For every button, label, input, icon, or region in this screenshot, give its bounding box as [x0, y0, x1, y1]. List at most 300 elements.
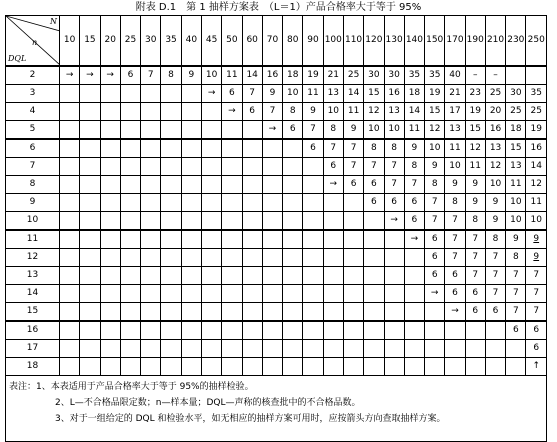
- sample-size-cell: [262, 139, 282, 158]
- table-row: [6, 249, 547, 267]
- sample-size-cell: [161, 303, 181, 322]
- sample-size-cell: 7: [323, 139, 343, 158]
- sample-size-cell: [404, 267, 424, 285]
- dql-cell: 2: [6, 66, 60, 85]
- sample-size-cell: [222, 285, 242, 303]
- sample-size-cell: [242, 321, 262, 340]
- sample-size-cell: [141, 212, 161, 231]
- column-header: 40: [181, 16, 201, 67]
- corner-label-n-lot: N: [50, 17, 57, 26]
- sample-size-cell: [181, 303, 201, 322]
- table-row: [6, 285, 547, 303]
- column-header: 10: [60, 16, 80, 67]
- sample-size-cell: 12: [465, 139, 485, 158]
- sample-size-cell: 30: [506, 85, 526, 103]
- sample-size-cell: 10: [364, 121, 384, 140]
- sample-size-cell: [343, 267, 363, 285]
- sample-size-cell: [60, 85, 80, 103]
- column-header: 25: [120, 16, 140, 67]
- sample-size-cell: [141, 194, 161, 212]
- sample-size-cell: 10: [485, 176, 505, 194]
- sample-size-cell: 9: [526, 230, 547, 249]
- sample-size-cell: 6: [343, 176, 363, 194]
- sample-size-cell: [303, 267, 323, 285]
- sample-size-cell: 7: [485, 249, 505, 267]
- sample-size-cell: [303, 358, 323, 376]
- sample-size-cell: 7: [506, 267, 526, 285]
- sample-size-cell: [343, 303, 363, 322]
- sample-size-cell: →: [425, 285, 445, 303]
- sample-size-cell: [283, 212, 303, 231]
- sample-size-cell: [141, 321, 161, 340]
- column-header: 150: [425, 16, 445, 67]
- sample-size-cell: 9: [485, 194, 505, 212]
- sample-size-cell: [283, 158, 303, 176]
- sample-size-cell: →: [404, 230, 424, 249]
- sample-size-cell: [181, 358, 201, 376]
- sample-size-cell: 20: [485, 103, 505, 121]
- sample-size-cell: [222, 358, 242, 376]
- sample-size-cell: [161, 340, 181, 358]
- sample-size-cell: [262, 249, 282, 267]
- sample-size-cell: [343, 249, 363, 267]
- sample-size-cell: 21: [323, 66, 343, 85]
- sample-size-cell: [404, 303, 424, 322]
- sample-size-cell: [201, 340, 221, 358]
- sample-size-cell: 9: [303, 103, 323, 121]
- column-header: 230: [506, 16, 526, 67]
- table-row: [6, 176, 547, 194]
- sample-size-cell: [303, 158, 323, 176]
- sample-size-cell: 6: [404, 194, 424, 212]
- sample-size-cell: [222, 303, 242, 322]
- sample-size-cell: [100, 358, 120, 376]
- sample-size-cell: 6: [242, 103, 262, 121]
- sample-size-cell: [364, 285, 384, 303]
- sample-size-cell: [364, 249, 384, 267]
- sample-size-cell: [161, 285, 181, 303]
- sample-size-cell: [100, 103, 120, 121]
- sample-size-cell: [141, 267, 161, 285]
- sample-size-cell: 30: [384, 66, 404, 85]
- sample-size-cell: [100, 321, 120, 340]
- sample-size-cell: [364, 303, 384, 322]
- sample-size-cell: [222, 212, 242, 231]
- sample-size-cell: [425, 340, 445, 358]
- sample-size-cell: [201, 230, 221, 249]
- sample-size-cell: [161, 194, 181, 212]
- sample-size-cell: [222, 321, 242, 340]
- sample-size-cell: 8: [506, 249, 526, 267]
- sample-size-cell: [161, 176, 181, 194]
- sample-size-cell: 11: [445, 139, 465, 158]
- sample-size-cell: [181, 139, 201, 158]
- sample-size-cell: [303, 176, 323, 194]
- sample-size-cell: 7: [465, 230, 485, 249]
- sample-size-cell: [100, 139, 120, 158]
- sample-size-cell: [60, 230, 80, 249]
- sample-size-cell: [120, 194, 140, 212]
- sample-size-cell: 15: [506, 139, 526, 158]
- sample-size-cell: [181, 249, 201, 267]
- sample-size-cell: [485, 321, 505, 340]
- sample-size-cell: [303, 303, 323, 322]
- sample-size-cell: [404, 249, 424, 267]
- table-row: [6, 103, 547, 121]
- sample-size-cell: 6: [384, 194, 404, 212]
- sample-size-cell: 6: [222, 85, 242, 103]
- sample-size-cell: [242, 176, 262, 194]
- table-row: [6, 267, 547, 285]
- sample-size-cell: [323, 321, 343, 340]
- table-row: [6, 212, 547, 231]
- sample-size-cell: [60, 121, 80, 140]
- sample-size-cell: [201, 121, 221, 140]
- sample-size-cell: 7: [506, 285, 526, 303]
- sample-size-cell: [80, 103, 100, 121]
- sample-size-cell: →: [80, 66, 100, 85]
- sample-size-cell: [465, 321, 485, 340]
- sample-size-cell: [161, 103, 181, 121]
- sample-size-cell: 7: [526, 303, 547, 322]
- sample-size-cell: [161, 230, 181, 249]
- sample-size-cell: [181, 230, 201, 249]
- sample-size-cell: [120, 340, 140, 358]
- sample-size-cell: [364, 230, 384, 249]
- sample-size-cell: 14: [242, 66, 262, 85]
- sample-size-cell: [80, 121, 100, 140]
- sample-size-cell: 10: [506, 194, 526, 212]
- sample-size-cell: [384, 285, 404, 303]
- sample-size-cell: [323, 267, 343, 285]
- column-header: 30: [141, 16, 161, 67]
- sample-size-cell: [404, 358, 424, 376]
- sample-size-cell: [100, 267, 120, 285]
- sample-size-cell: 6: [526, 340, 547, 358]
- sample-size-cell: 7: [506, 303, 526, 322]
- sample-size-cell: [201, 139, 221, 158]
- sample-size-cell: 16: [526, 139, 547, 158]
- sample-size-cell: 7: [262, 103, 282, 121]
- sample-size-cell: 7: [425, 212, 445, 231]
- sample-size-cell: [80, 212, 100, 231]
- sampling-plan-table: [5, 15, 547, 442]
- sample-size-cell: 8: [364, 139, 384, 158]
- sample-size-cell: [283, 285, 303, 303]
- sample-size-cell: 6: [404, 212, 424, 231]
- note-line: [9, 379, 546, 395]
- sample-size-cell: [100, 176, 120, 194]
- sample-size-cell: 17: [445, 103, 465, 121]
- sample-size-cell: →: [323, 176, 343, 194]
- sample-size-cell: 21: [445, 85, 465, 103]
- sample-size-cell: [506, 340, 526, 358]
- column-header: 35: [161, 16, 181, 67]
- sample-size-cell: [262, 267, 282, 285]
- sample-size-cell: 25: [506, 103, 526, 121]
- sample-size-cell: [80, 285, 100, 303]
- sample-size-cell: [262, 340, 282, 358]
- sample-size-cell: [80, 340, 100, 358]
- table-row: [6, 303, 547, 322]
- sample-size-cell: [100, 285, 120, 303]
- sample-size-cell: 9: [181, 66, 201, 85]
- sample-size-cell: 23: [465, 85, 485, 103]
- sample-size-cell: 16: [485, 121, 505, 140]
- dql-cell: 14: [6, 285, 60, 303]
- sample-size-cell: [181, 340, 201, 358]
- sample-size-cell: [141, 121, 161, 140]
- sample-size-cell: 6: [120, 66, 140, 85]
- sample-size-cell: 11: [343, 103, 363, 121]
- sample-size-cell: [242, 358, 262, 376]
- sample-size-cell: [80, 321, 100, 340]
- sample-size-cell: [283, 139, 303, 158]
- column-header: 50: [222, 16, 242, 67]
- dql-cell: 18: [6, 358, 60, 376]
- sample-size-cell: 18: [404, 85, 424, 103]
- sample-size-cell: [425, 358, 445, 376]
- sample-size-cell: [283, 176, 303, 194]
- sample-size-cell: 7: [141, 66, 161, 85]
- sample-size-cell: [384, 321, 404, 340]
- sample-size-cell: [222, 158, 242, 176]
- sample-size-cell: 6: [283, 121, 303, 140]
- sample-size-cell: 8: [384, 139, 404, 158]
- sample-size-cell: [80, 230, 100, 249]
- sample-size-cell: [120, 158, 140, 176]
- sample-size-cell: [60, 103, 80, 121]
- sample-size-cell: 8: [425, 176, 445, 194]
- sample-size-cell: 6: [445, 267, 465, 285]
- sample-size-cell: [384, 230, 404, 249]
- sample-size-cell: [120, 85, 140, 103]
- table-row: [6, 139, 547, 158]
- sample-size-cell: →: [60, 66, 80, 85]
- sample-size-cell: [120, 212, 140, 231]
- sample-size-cell: 25: [485, 85, 505, 103]
- sample-size-cell: 25: [343, 66, 363, 85]
- sample-size-cell: [283, 303, 303, 322]
- sample-size-cell: 11: [526, 194, 547, 212]
- sample-size-cell: [141, 285, 161, 303]
- sample-size-cell: [100, 249, 120, 267]
- sample-size-cell: 10: [445, 158, 465, 176]
- sample-size-cell: 10: [201, 66, 221, 85]
- sample-size-cell: 8: [161, 66, 181, 85]
- sample-size-cell: [161, 158, 181, 176]
- sample-size-cell: –: [465, 66, 485, 85]
- sample-size-cell: [100, 303, 120, 322]
- column-header: 20: [100, 16, 120, 67]
- sample-size-cell: 13: [445, 121, 465, 140]
- sample-size-cell: [262, 303, 282, 322]
- note-item: 3、对于一组给定的 DQL 和检验水平，如无相应的抽样方案可用时，应按箭头方向查取抽样方案。: [55, 414, 446, 424]
- sample-size-cell: [80, 267, 100, 285]
- sample-size-cell: [161, 85, 181, 103]
- column-header: 210: [485, 16, 505, 67]
- sample-size-cell: 11: [222, 66, 242, 85]
- sample-size-cell: [384, 303, 404, 322]
- sample-size-cell: [201, 103, 221, 121]
- sample-size-cell: →: [445, 303, 465, 322]
- sample-size-cell: [222, 249, 242, 267]
- sample-size-cell: [201, 158, 221, 176]
- sample-size-cell: [100, 340, 120, 358]
- dql-cell: 16: [6, 321, 60, 340]
- dql-cell: 5: [6, 121, 60, 140]
- sample-size-cell: [445, 358, 465, 376]
- sample-size-cell: [262, 194, 282, 212]
- sample-size-cell: 6: [506, 321, 526, 340]
- sample-size-cell: [242, 230, 262, 249]
- sample-size-cell: [283, 194, 303, 212]
- sample-size-cell: [222, 267, 242, 285]
- column-header: 70: [262, 16, 282, 67]
- sample-size-cell: ↑: [526, 358, 547, 376]
- dql-cell: 15: [6, 303, 60, 322]
- dql-cell: 6: [6, 139, 60, 158]
- sample-size-cell: [222, 230, 242, 249]
- sample-size-cell: [323, 230, 343, 249]
- table-row: [6, 66, 547, 85]
- sample-size-cell: [201, 321, 221, 340]
- sample-size-cell: [343, 212, 363, 231]
- sample-size-cell: [222, 194, 242, 212]
- sample-size-cell: 9: [465, 194, 485, 212]
- sample-size-cell: 7: [445, 230, 465, 249]
- sample-size-cell: [60, 176, 80, 194]
- table-row: [6, 85, 547, 103]
- sample-size-cell: 6: [526, 321, 547, 340]
- sample-size-cell: [364, 212, 384, 231]
- sample-size-cell: [80, 303, 100, 322]
- sample-size-cell: [120, 249, 140, 267]
- column-header: 250: [526, 16, 547, 67]
- sample-size-cell: [181, 103, 201, 121]
- sample-size-cell: [141, 249, 161, 267]
- sample-size-cell: [201, 285, 221, 303]
- sample-size-cell: 6: [425, 267, 445, 285]
- sample-size-cell: [80, 194, 100, 212]
- sample-size-cell: [242, 303, 262, 322]
- sample-size-cell: 8: [323, 121, 343, 140]
- sample-size-cell: [181, 285, 201, 303]
- sample-size-cell: [323, 340, 343, 358]
- sample-size-cell: –: [485, 66, 505, 85]
- sample-size-cell: [141, 85, 161, 103]
- sample-size-cell: [485, 340, 505, 358]
- sample-size-cell: [80, 85, 100, 103]
- sample-size-cell: [404, 340, 424, 358]
- sample-size-cell: [506, 358, 526, 376]
- sample-size-cell: [283, 340, 303, 358]
- sample-size-cell: [201, 249, 221, 267]
- sample-size-cell: [465, 358, 485, 376]
- sample-size-cell: [60, 267, 80, 285]
- sample-size-cell: 9: [262, 85, 282, 103]
- sample-size-cell: [141, 176, 161, 194]
- sample-size-cell: 35: [404, 66, 424, 85]
- sample-size-cell: [222, 340, 242, 358]
- sample-size-cell: [262, 176, 282, 194]
- sample-size-cell: [100, 194, 120, 212]
- dql-cell: 10: [6, 212, 60, 231]
- sample-size-cell: [262, 285, 282, 303]
- sample-size-cell: [120, 321, 140, 340]
- sample-size-cell: 7: [364, 158, 384, 176]
- sample-size-cell: [120, 303, 140, 322]
- sample-size-cell: [465, 340, 485, 358]
- sample-size-cell: [181, 158, 201, 176]
- sample-size-cell: →: [100, 66, 120, 85]
- sample-size-cell: [60, 303, 80, 322]
- sample-size-cell: 7: [465, 249, 485, 267]
- sample-size-cell: [120, 121, 140, 140]
- sample-size-cell: 10: [323, 103, 343, 121]
- sample-size-cell: [343, 194, 363, 212]
- sample-size-cell: 13: [485, 139, 505, 158]
- sample-size-cell: [60, 139, 80, 158]
- sample-size-cell: 14: [404, 103, 424, 121]
- sample-size-cell: 6: [445, 285, 465, 303]
- column-header: 80: [283, 16, 303, 67]
- sample-size-cell: 13: [384, 103, 404, 121]
- sample-size-cell: [364, 340, 384, 358]
- sample-size-cell: 19: [526, 121, 547, 140]
- sample-size-cell: [262, 230, 282, 249]
- sample-size-cell: [181, 212, 201, 231]
- sample-size-cell: 7: [445, 212, 465, 231]
- sample-size-cell: 7: [445, 249, 465, 267]
- sample-size-cell: [262, 358, 282, 376]
- column-header: 15: [80, 16, 100, 67]
- dql-cell: 9: [6, 194, 60, 212]
- sample-size-cell: [404, 285, 424, 303]
- sample-size-cell: [303, 249, 323, 267]
- sample-size-cell: 6: [303, 139, 323, 158]
- notes-label: 表注：: [9, 382, 37, 392]
- sample-size-cell: 15: [425, 103, 445, 121]
- dql-cell: 13: [6, 267, 60, 285]
- sample-size-cell: [120, 103, 140, 121]
- sample-size-cell: 6: [465, 303, 485, 322]
- sample-size-cell: [343, 340, 363, 358]
- sample-size-cell: [222, 176, 242, 194]
- sample-size-cell: 10: [506, 212, 526, 231]
- sample-size-cell: [364, 321, 384, 340]
- sample-size-cell: [181, 194, 201, 212]
- sample-size-cell: [303, 230, 323, 249]
- sample-size-cell: [201, 303, 221, 322]
- sample-size-cell: [262, 212, 282, 231]
- sample-size-cell: [242, 249, 262, 267]
- sample-size-cell: 10: [425, 139, 445, 158]
- sample-size-cell: 18: [283, 66, 303, 85]
- sample-size-cell: [120, 285, 140, 303]
- sample-size-cell: [80, 176, 100, 194]
- sample-size-cell: 12: [364, 103, 384, 121]
- dql-cell: 8: [6, 176, 60, 194]
- dql-cell: 11: [6, 230, 60, 249]
- sample-size-cell: [384, 358, 404, 376]
- sample-size-cell: [262, 158, 282, 176]
- sample-size-cell: [201, 194, 221, 212]
- sample-size-cell: [161, 121, 181, 140]
- sample-size-cell: [242, 212, 262, 231]
- dql-cell: 17: [6, 340, 60, 358]
- sample-size-cell: 11: [404, 121, 424, 140]
